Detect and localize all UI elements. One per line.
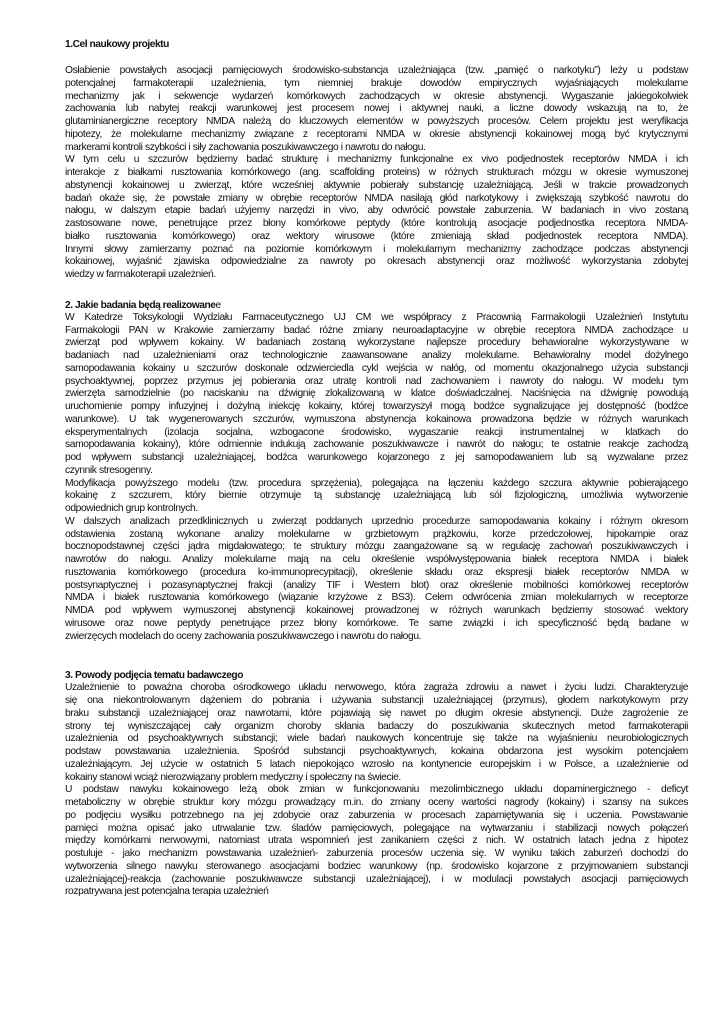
section-1-heading: 1.Cel naukowy projektu [65, 39, 169, 50]
text-line: W dalszych analizach przedklinicznych u zwierząt poddanych uprzednio procedurze samopodawania kokainy i różnym okresom [65, 515, 689, 527]
text-line: uzależniającym. Jej użycie w ostatnich 5 latach niepokojąco wzrosło na kontynencie europejskim i w Polsce, a uzależnienie od [65, 758, 688, 770]
text-line: podstaw powstawania uzależnienia. Spośród substancji psychoaktywnych, kokaina obdarzona jest wysokim potencjałem [65, 746, 688, 757]
text-line: nałogu, w dalszym etapie badań użyjemy narzędzi in vivo, aby odwrócić powstałe zaburzenia. W badaniach in vivo zostaną [65, 205, 689, 217]
text-line: pod wpływem substancji uzależniającej, bodźca warunkowego kojarzonego z jej samopodawaniem lub są wyzwalane przez [65, 452, 688, 463]
text-line: odstawienia zostaną wykonane analizy molekularne w grzbietowym prążkowiu, korze przedczołowej, hipokampie oraz [65, 528, 688, 540]
text-line: rusztowania komórkowego (procedura ko-immunoprecypitacji), określenie składu oraz ekspresji białek receptorów NMDA w [65, 566, 689, 578]
text-line: zastosowane nowe, penetrujące przez błony komórkowe peptydy (które kontrolują asocjacje podjednostka receptora NMDA- [65, 218, 688, 229]
section-3-paragraph-2 [65, 784, 688, 899]
text-line: interakcje z białkami rusztowania komórkowego (ang. scaffolding proteins) w różnych strukturach mózgu w okresie wymuszonej [65, 167, 689, 178]
text-line: czynnik stresogenny. [65, 464, 153, 476]
text-line: eksperymentalnych (izolacja socjalna, wzbogacone środowisko, wygaszanie reakcji instrumentalnej w klatkach do [65, 426, 688, 438]
text-line: postuluje - jako mechanizm powstawania uzależnień- zaburzenia procesów uczenia się. W wyniku takich zaburzeń dochodzi do [65, 848, 688, 859]
text-line: uzależnienia od psychoaktywnych substancji; wiele badań naukowych koncentruje się także na wyjaśnieniu neurobiologicznych [65, 733, 688, 745]
text-line: glutaminianergiczne receptory NMDA należą do kluczowych elementów w powyższych procesów. Celem projektu jest weryfikacja [65, 116, 689, 127]
document-page [65, 38, 688, 899]
text-line: kokainę z szczurem, który biernie otrzymuje tą substancję uzależniającą lub sól fizjologiczną, umożliwia wytworzenie [65, 490, 688, 502]
text-line: Farmakologii PAN w Krakowie zamierzamy badać różne zmiany neuroadaptacyjne w obrębie receptora NMDA zachodzące u [65, 324, 689, 336]
text-line: zwierząt pod wpływem kokainy. W badaniach zostaną wykorzystane najlepsze procedury behawioralne wykorzystywane w [65, 337, 688, 349]
text-line: potencjalnej farmakoterapii uzależnienia, tym niemniej brakuje dowodów empirycznych wyjaśniających molekularne [65, 77, 689, 89]
heading-trailing-letter: e [215, 299, 221, 311]
text-line: markerami kontroli szybkości i siły zachowania poszukiwawczego i nawrotu do nałogu. [65, 141, 426, 153]
text-line: NMDA pod wpływem wymuszonej abstynencji kokainowej prowadzonej w różnych warunkach będziemy stosować wektory [65, 605, 688, 616]
text-line: braku substancji uzależniającej oraz nawrotami, które pojawiają się nawet po długim okresie abstynencji. Duże zagrożenie ze [65, 707, 688, 719]
section-2-paragraph-3 [65, 516, 688, 644]
text-line: wirusowe oraz nowe peptydy penetrujące przez błony komórkowe. Te same związki i ich specyficzność będą badane w [65, 617, 689, 629]
text-line: metaboliczny w obrębie struktur kory mózgu prowadzący m.in. do zmiany oceny wartości nagrody (kokainy) i szansy na sukces [65, 797, 689, 808]
spacer [65, 51, 688, 65]
spacer [65, 282, 688, 299]
text-line: Modyfikacja powyższego modelu (tzw. procedura sprzężenia), polegająca na łączeniu każdego szczura aktywnie pobierającego [65, 477, 688, 489]
text-line: mechanizmy jak i sekwencje wydarzeń komórkowych zachodzących w okresie abstynencji. Wygaszanie jakiegokolwiek [65, 90, 689, 102]
text-line: badań okaże się, że powstałe zmiany w obrębie receptorów NMDA nasilają głód narkotykowy i zwiększają szybkość nawrotu do [65, 192, 689, 204]
text-line: między komórkami nerwowymi, natomiast utrata wspomnień jest zanikaniem części z nich. W ostatnich latach jedna z hipotez [65, 835, 689, 847]
text-line: bocznopodstawnej części jądra migdałowatego; te struktury mózgu zaangażowane są w regulację zachowań poszukiwawczych i [65, 541, 689, 553]
section-3-heading: 3. Powody podjęcia tematu badawczego [65, 670, 243, 682]
text-line: uzależniającej)-reakcja (zachowanie poszukiwawcze substancji uzależniającej), i w modulacji powstałych asocjacji pamięciowych [65, 873, 688, 885]
text-line: samopodawania kokainy u szczurów doskonale odzwierciedla cykl wejścia w nałóg, od momentu okazjonalnego użycia substancji [65, 362, 689, 374]
section-2-heading: 2. Jakie badania będą realizowanee [65, 299, 221, 311]
text-line: Uzależnienie to poważna choroba ośrodkowego układu nerwowego, która zagraża zdrowiu a nawet i życiu ludzi. Charakteryzuje [65, 682, 689, 694]
text-line: kokainy stanowi wciąż nierozwiązany problem medyczny i społeczny na świecie. [65, 771, 401, 783]
text-line: się ona niekontrolowanym dążeniem do pobrania i używania substancji uzależniającej (przymus), głodem narkotykowym przy [65, 695, 688, 706]
text-line: badaniach nad uzależnieniami oraz technologicznie zaawansowane analizy molekularne. Behawioralny model dożylnego [65, 350, 689, 361]
text-line: odpowiednich grup kontrolnych. [65, 503, 198, 514]
text-line: W Katedrze Toksykologii Wydziału Farmaceutycznego UJ CM we współpracy z Pracownią Farmakologii Uzależnień Instytutu [65, 311, 688, 323]
text-line: psychoaktywnej, poprzez przymus jej pobierania oraz utratę kontroli nad zachowaniem i nawroty do nałogu. W modelu tym [65, 375, 688, 387]
text-line: nawrotów do nałogu. Analizy molekularne mają na celu określenie współwystępowania białek receptora NMDA i białek [65, 554, 688, 565]
text-line: zachowania lub nabytej reakcji warunkowej jest procesem nowej i aktywnej nauki, a liczne dowody wskazują na to, że [65, 103, 689, 115]
section-1-body [65, 65, 688, 282]
text-line: kokainowej, wyjaśnić zjawiska odpowiedzialne za nawroty po okresach abstynencji oraz możliwość wykorzystania zdobytej [65, 256, 688, 268]
text-line: Innymi słowy zamierzamy poznać na poziomie komórkowym i molekularnym mechanizmy zachodzące podczas abstynencji [65, 243, 689, 255]
section-3-paragraph-1 [65, 682, 688, 784]
text-line: wiedzy w farmakoterapii uzależnień. [65, 269, 216, 280]
text-line: samopodawania kokainy), które odmiennie indukują zachowanie poszukiwawcze i nawrót do nałogu; te ostatnie reakcje zachodzą [65, 439, 688, 451]
text-line: wytworzenia silnego nawyku sterowanego asocjacjami bodziec warunkowy (np. środowisko kojarzone z przyjmowaniem substancji [65, 860, 689, 872]
section-2-paragraph-2 [65, 478, 688, 516]
text-line: strony tej wyniszczającej cały organizm choroby skłania badaczy do poszukiwania skutecznych metod farmakoterapii [65, 720, 689, 732]
text-line: NMDA i białek rusztowania komórkowego (wiązanie krzyżowe z BS3). Celem odwrócenia zmian molekularnych w receptorze [65, 592, 689, 604]
text-line: warunkowe). U tak wygenerowanych szczurów, wymuszona abstynencja kokainowa prowadzona będzie w różnych warunkach [65, 413, 688, 425]
text-line: rozpatrywana jest potencjalna terapia uzależnień [65, 886, 269, 898]
text-line: abstynencji kokainowej u zwierząt, które wcześniej aktywnie pobierały substancję uzależniającą. Jeśli w trakcie prowadzonych [65, 179, 689, 191]
spacer [65, 643, 688, 669]
section-2-paragraph-1 [65, 312, 688, 478]
text-line: Osłabienie powstałych asocjacji pamięciowych środowisko-substancja uzależniająca (tzw. „pamięć o narkotyku”) leży u podstaw [65, 65, 688, 76]
text-line: uruchomienie pompy infuzyjnej i dożylną iniekcję kokainy, której towarzyszył mogą bodźce sygnalizujące jej dostępność (bodźce [65, 401, 689, 412]
text-line: U podstaw nawyku kokainowego leżą obok zmian w funkcjonowaniu mezolimbicznego układu dopaminergicznego - deficyt [65, 784, 688, 796]
text-line: hipotezy, że molekularne mechanizmy związane z receptorami NMDA w okresie abstynencji kokainowej mogą być krytycznymi [65, 128, 688, 140]
text-line: zwierzęcych modelach do oceny zachowania poszukiwawczego i nawrotu do nałogu. [65, 630, 422, 642]
text-line: postsynaptycznej i pozasynaptycznej frakcji (analizy TIF i Western blot) oraz określenie mobilności komórkowej receptorów [65, 579, 689, 591]
text-line: zwierzęta samodzielnie (po naciskaniu na dźwignię zlokalizowaną w klatce doświadczalnej. Naciśnięcia na dźwignię powodują [65, 388, 689, 400]
text-line: białko rusztowania komórkowego) oraz wektory wirusowe (które zmieniają skład podjednostek receptora NMDA). [65, 230, 689, 242]
text-line: W tym celu u szczurów będziemy badać strukturę i mechanizmy funkcjonalne ex vivo podjednostek receptorów NMDA i ich [65, 154, 688, 166]
text-line: pamięci można opisać jako utrwalanie tzw. śladów pamięciowych, polegające na wytwarzaniu i stabilizacji nowych połączeń [65, 822, 688, 834]
text-line: po podjęciu wysiłku potrzebnego na jej zdobycie oraz zaburzenia w procesach zapamiętywania się i uczenia. Powstawanie [65, 809, 688, 821]
